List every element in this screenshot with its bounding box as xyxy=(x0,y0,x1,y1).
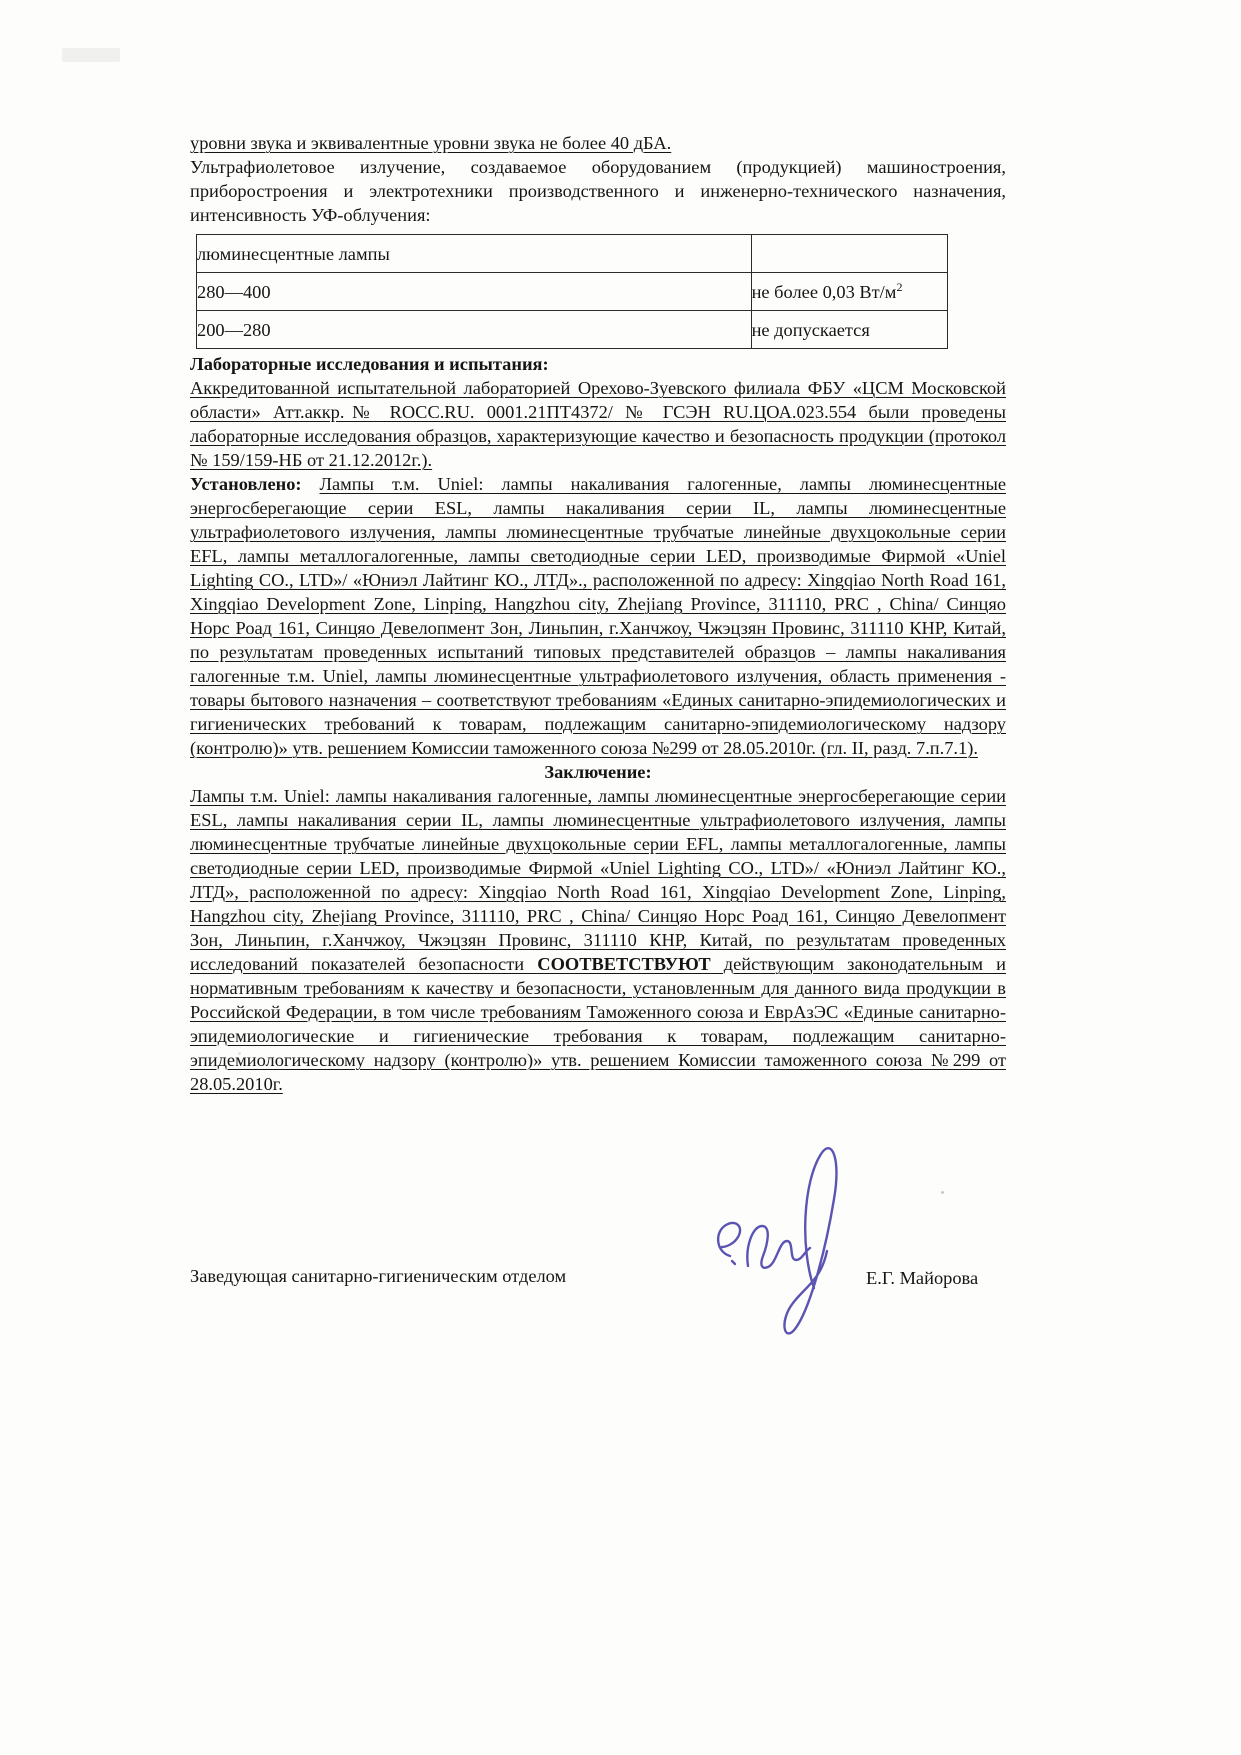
table-cell-limit xyxy=(751,311,947,349)
lab-section-heading: Лабораторные исследования и испытания: xyxy=(190,354,549,374)
conclusion-paragraph xyxy=(190,784,1006,1096)
table-cell-range: 200—280 xyxy=(197,311,752,349)
limit-value: не допускается xyxy=(751,319,870,340)
table-cell-lamp-type: люминесцентные лампы xyxy=(197,235,752,273)
table-row xyxy=(197,311,948,349)
scan-edge-artifact xyxy=(62,48,120,62)
ustanovleno-lead: Установлено: xyxy=(190,474,320,494)
lab-section-body: Аккредитованной испытательной лабораторией Орехово-Зуевского филиала ФБУ «ЦСМ Московской области» Атт.аккр.№ ROCC.RU. 0001.21ПТ4372/ № ГСЭН RU.ЦОА.023.554 были проведены лабораторные исследования образцов, характеризующие качество и безопасность продукции (протокол № 159/159-НБ от 21.12.2012г.). xyxy=(190,378,1006,470)
conclusion-body-after: действующим законодательным и нормативным требованиям к качеству и безопасности, установленным для данного вида продукции в Российской Федерации, в том числе требованиям Таможенного союза и ЕврАзЭС «Единые санитарно-эпидемиологические и гигиенические требования к товарам, подлежащим санитарно-эпидемиологическому надзору (контролю)» утв. решением Комиссии таможенного союза №299 от 28.05.2010г. xyxy=(190,954,1006,1094)
limit-value: не более 0,03 Вт/м xyxy=(751,281,897,302)
conclusion-body-before: Лампы т.м. Uniel: лампы накаливания галогенные, лампы люминесцентные энергосберегающие серии ESL, лампы накаливания серии IL, лампы люминесцентные ультрафиолетового излучения, лампы люминесцентные трубчатые линейные двухцокольные серии EFL, лампы металлогалогенные, лампы светодиодные серии LED, производимые Фирмой «Uniel Lighting CO., LTD»/ «Юниэл Лайтинг КО., ЛТД», расположенной по адресу: Xingqiao North Road 161, Xingqiao Development Zone, Linping, Hangzhou city, Zhejiang Province, 311110, PRC , China/ Синцяо Норс Роад 161, Синцяо Девелопмент Зон, Линьпин, г.Ханчжоу, Чжэцзян Провинс, 311110 КНР, Китай, по результатам проведенных исследований показателей безопасности xyxy=(190,786,1006,974)
ustanovleno-body: Лампы т.м. Uniel: лампы накаливания галогенные, лампы люминесцентные энергосберегающие серии ESL, лампы накаливания серии IL, лампы люминесцентные ультрафиолетового излучения, лампы люминесцентные трубчатые линейные двухцокольные серии EFL, лампы металлогалогенные, лампы светодиодные серии LED, производимые Фирмой «Uniel Lighting CO., LTD»/ «Юниэл Лайтинг КО., ЛТД»., расположенной по адресу: Xingqiao North Road 161, Xingqiao Development Zone, Linping, Hangzhou city, Zhejiang Province, 311110, PRC , China/ Синцяо Норс Роад 161, Синцяо Девелопмент Зон, Линьпин, г.Ханчжоу, Чжэцзян Провинс, 311110 КНР, Китай, по результатам проведенных испытаний типовых представителей образцов – лампы накаливания галогенные т.м. Uniel, лампы люминесцентные ультрафиолетового излучения, область применения - товары бытового назначения – соответствуют требованиям «Единых санитарно-эпидемиологических и гигиенических требований к товарам, подлежащим санитарно-эпидемиологическому надзору (контролю)» утв. решением Комиссии таможенного союза №299 от 28.05.2010г. (гл. II, разд. 7.п.7.1). xyxy=(190,474,1006,758)
limit-superscript: 2 xyxy=(896,279,903,294)
document-body xyxy=(190,131,1006,1096)
table-row xyxy=(197,273,948,311)
uv-intensity-table xyxy=(196,234,948,349)
sound-level-line: уровни звука и эквивалентные уровни звука не более 40 дБА. xyxy=(190,133,672,153)
table-row xyxy=(197,235,948,273)
table-cell-limit xyxy=(751,273,947,311)
signature-title: Заведующая санитарно-гигиеническим отделом xyxy=(190,1266,567,1286)
uv-radiation-paragraph: Ультрафиолетовое излучение, создаваемое оборудованием (продукцией) машиностроения, приборостроения и электротехники производственного и инженерно-технического назначения, интенсивность УФ-облучения: xyxy=(190,157,1006,225)
ustanovleno-paragraph xyxy=(190,472,1006,760)
conclusion-bold-word: СООТВЕТСТВУЮТ xyxy=(537,954,711,974)
signature-ink xyxy=(702,1138,872,1353)
table-cell-range: 280—400 xyxy=(197,273,752,311)
conclusion-heading: Заключение: xyxy=(544,762,652,782)
signature-name: Е.Г. Майорова xyxy=(866,1268,979,1288)
scan-speck xyxy=(941,1191,944,1194)
table-cell-limit xyxy=(751,235,947,273)
